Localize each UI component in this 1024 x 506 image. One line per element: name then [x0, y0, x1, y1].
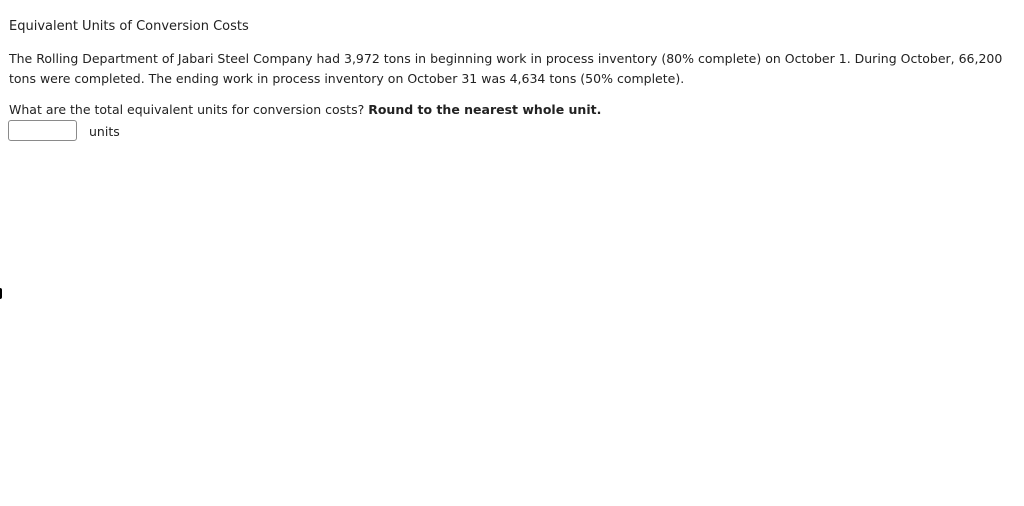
- question-line: [9, 101, 601, 119]
- problem-title: Equivalent Units of Conversion Costs: [9, 19, 249, 34]
- question-text: What are the total equivalent units for conversion costs?: [9, 102, 365, 117]
- rounding-instruction: Round to the nearest whole unit.: [368, 102, 602, 117]
- answer-input[interactable]: [8, 120, 77, 141]
- left-edge-mark: [0, 288, 2, 299]
- answer-unit-label: units: [89, 124, 120, 139]
- problem-description: The Rolling Department of Jabari Steel Company had 3,972 tons in beginning work in process inventory (80% complete) on October 1. During October, 66,200 tons were completed. The ending work in process inventory on October 31 was 4,634 tons (50% complete).: [9, 51, 1003, 86]
